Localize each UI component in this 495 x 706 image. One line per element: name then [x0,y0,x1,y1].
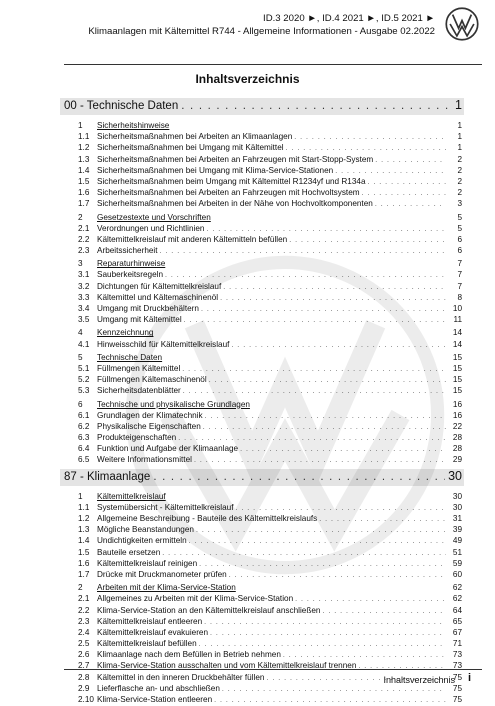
toc-entry[interactable] [64,525,462,536]
entry-page: 5 [457,212,462,222]
chapter-title: 00 - Technische Daten [64,100,179,112]
chapter-heading[interactable] [64,469,462,486]
entry-title: Kältemittel in den inneren Druckbehälter füllen [97,672,265,682]
toc-entry[interactable] [64,650,462,661]
dot-leader [362,190,446,197]
entry-title: Grundlagen der Klimatechnik [97,410,203,420]
entry-number: 6.2 [78,421,90,431]
toc-entry[interactable] [64,132,462,143]
entry-title: Physikalische Eigenschaften [97,421,201,431]
entry-number: 5 [78,352,83,362]
dot-leader [295,596,446,603]
footer-divider [64,669,482,670]
entry-title: Technische Daten [97,352,163,362]
toc-entry[interactable] [64,246,462,257]
entry-page: 6 [457,234,462,244]
entry-number: 5.2 [78,375,90,385]
toc-entry[interactable] [64,617,462,628]
entry-page: 75 [452,695,462,704]
toc-entry[interactable] [64,364,462,375]
toc-section-heading[interactable] [64,492,462,503]
entry-page: 11 [453,315,462,325]
toc-section-heading[interactable] [64,583,462,594]
entry-title: Kältemittelkreislauf evakuieren [97,627,209,637]
toc-entry[interactable] [64,684,462,695]
entry-page: 28 [452,444,462,454]
toc-entry[interactable] [64,315,462,326]
toc-entry[interactable] [64,548,462,559]
footer-label: Inhaltsverzeichnis [383,675,455,685]
entry-number: 4.1 [78,339,90,349]
entry-title: Bauteile ersetzen [97,547,161,557]
dot-leader [206,226,446,233]
toc-entry[interactable] [64,177,462,188]
entry-page: 62 [452,594,462,604]
toc-section-heading[interactable] [64,328,462,339]
entry-number: 2.9 [78,683,90,693]
entry-title: Gesetzestexte und Vorschriften [97,212,211,222]
entry-number: 6.3 [78,433,90,443]
entry-page: 1 [457,143,462,153]
toc-entry[interactable] [64,606,462,617]
entry-title: Klimaanlage nach dem Befüllen in Betrieb nehmen [97,650,281,660]
entry-page: 5 [457,223,462,233]
entry-page: 75 [452,672,462,682]
dot-leader [335,168,446,175]
chapter-heading[interactable] [64,98,462,115]
dot-leader [294,134,446,141]
dot-leader [205,413,446,420]
toc-entry[interactable] [64,143,462,154]
entry-title: Mögliche Beanstandungen [97,525,194,535]
header-text [88,13,435,38]
header-models: ID.3 2020 ►, ID.4 2021 ►, ID.5 2021 ► [263,13,435,24]
entry-title: Klima-Service-Station ausschalten und vom Kältemittelkreislauf trennen [97,661,357,671]
entry-page: 1 [457,121,462,130]
entry-number: 1.5 [78,547,90,557]
chapter-sections [64,121,462,467]
dot-leader [196,527,446,534]
entry-title: Kältemittelkreislauf befüllen [97,639,197,649]
dot-leader [286,145,446,152]
dot-leader [165,272,446,279]
entry-title: Weitere Informationsmittel [97,455,192,465]
dot-leader [240,446,446,453]
entry-page: 2 [457,154,462,164]
toc-entry[interactable] [64,559,462,570]
entry-page: 14 [452,339,462,349]
entry-title: Sicherheitsdatenblätter [97,386,181,396]
toc-entry[interactable] [64,514,462,525]
entry-page: 65 [452,616,462,626]
entry-title: Allgemeine Beschreibung - Bauteile des Kältemittelkreislaufs [97,514,318,523]
entry-title: Umgang mit Kältemittel [97,315,182,325]
toc-section-heading[interactable] [64,400,462,411]
header-divider [64,64,482,65]
entry-number: 6.1 [78,410,90,420]
entry-page: 49 [452,536,462,546]
dot-leader [181,100,452,112]
entry-page: 14 [452,328,462,338]
dot-leader [182,366,446,373]
dot-leader [203,424,446,431]
toc-entry[interactable] [64,340,462,351]
toc-entry[interactable] [64,166,462,177]
entry-page: 73 [452,661,462,671]
entry-number: 2.3 [78,246,90,256]
dot-leader [236,505,446,512]
entry-number: 1.3 [78,154,90,164]
dot-leader [162,550,446,557]
header-subtitle: Klimaanlagen mit Kältemittel R744 - Allgemeine Informationen - Ausgabe 02.2022 [88,25,435,37]
entry-number: 2.10 [78,695,94,704]
dot-leader [220,295,446,302]
entry-page: 15 [452,386,462,396]
entry-page: 75 [452,683,462,693]
entry-title: Klima-Service-Station an den Kältemittelkreislauf anschließen [97,605,321,615]
entry-number: 2 [78,583,83,593]
dot-leader [183,388,446,395]
toc-section-heading[interactable] [64,213,462,224]
entry-page: 6 [457,246,462,256]
entry-page: 39 [452,525,462,535]
chapter-sections [64,492,462,706]
toc-entry[interactable] [64,433,462,444]
dot-leader [322,608,446,615]
entry-page: 2 [457,165,462,175]
toc-entry[interactable] [64,188,462,199]
entry-title: Kältemittelkreislauf entleeren [97,616,203,626]
entry-page: 22 [452,421,462,431]
entry-title: Klima-Service-Station entleeren [97,695,213,704]
chapter-title: 87 - Klimaanlage [64,470,151,483]
entry-page: 60 [452,569,462,579]
dot-leader [283,652,446,659]
entry-page: 10 [452,304,462,313]
entry-page: 7 [457,281,462,291]
entry-number: 1.6 [78,188,90,198]
dot-leader [201,306,446,313]
page-title: Inhaltsverzeichnis [195,72,300,86]
entry-page: 59 [452,558,462,568]
entry-number: 6 [78,399,83,409]
entry-title: Kältemittelkreislauf mit anderen Kältemitteln befüllen [97,234,288,244]
entry-number: 3.1 [78,270,90,280]
toc-entry[interactable] [64,411,462,422]
dot-leader [231,342,446,349]
entry-title: Allgemeines zu Arbeiten mit der Klima-Service-Station [97,594,294,604]
entry-title: Sicherheitshinweise [97,121,170,130]
entry-title: Sicherheitsmaßnahmen bei Arbeiten in der Nähe von Hochvoltkomponenten [97,199,373,209]
toc-entry[interactable] [64,503,462,514]
entry-number: 2 [78,212,83,222]
entry-title: Sicherheitsmaßnahmen bei Arbeiten an Klimaanlagen [97,132,293,142]
toc-entry[interactable] [64,536,462,547]
entry-number: 2.8 [78,672,90,682]
toc-section-heading[interactable] [64,259,462,270]
entry-page: 30 [452,502,462,512]
footer-page-number: i [468,672,472,684]
toc-entry[interactable] [64,444,462,455]
entry-title: Kältemittel und Kältemaschinenöl [97,292,219,302]
dot-leader [184,317,446,324]
entry-number: 5.3 [78,386,90,396]
entry-title: Verordnungen und Richtlinien [97,223,205,233]
entry-number: 1.2 [78,143,90,153]
entry-page: 29 [452,455,462,465]
dot-leader [289,237,446,244]
toc-entry[interactable] [64,155,462,166]
entry-number: 1 [78,121,83,130]
entry-page: 8 [457,292,462,302]
entry-number: 5.1 [78,363,90,373]
entry-number: 3.2 [78,281,90,291]
entry-title: Kältemittelkreislauf [97,491,166,501]
entry-title: Systemübersicht - Kältemittelkreislauf [97,502,234,512]
entry-title: Dichtungen für Kältemittelkreislauf [97,281,222,291]
entry-title: Sicherheitsmaßnahmen beim Umgang mit Kältemittel R1234yf und R134a [97,176,366,186]
entry-number: 4 [78,328,83,338]
toc-entry[interactable] [64,455,462,466]
vw-logo-icon [445,7,479,41]
entry-page: 16 [452,399,462,409]
entry-page: 71 [452,639,462,649]
toc-section-heading[interactable] [64,121,462,132]
entry-number: 1.4 [78,165,90,175]
entry-number: 2.4 [78,627,90,637]
entry-number: 3.5 [78,315,90,325]
entry-number: 3.4 [78,304,90,313]
entry-title: Undichtigkeiten ermitteln [97,536,187,546]
entry-page: 2 [457,188,462,198]
entry-number: 2.2 [78,234,90,244]
entry-page: 1 [457,132,462,142]
entry-number: 2.3 [78,616,90,626]
chapter-page: 30 [448,468,462,483]
toc-entry[interactable] [64,422,462,433]
entry-title: Hinweisschild für Kältemittelkreislauf [97,339,230,349]
entry-title: Füllmengen Kältemaschinenöl [97,375,207,385]
dot-leader [368,179,446,186]
entry-title: Kennzeichnung [97,328,154,338]
toc-entry[interactable] [64,386,462,397]
entry-number: 2.1 [78,223,90,233]
toc-entry[interactable] [64,594,462,605]
entry-page: 16 [452,410,462,420]
toc-entry[interactable] [64,639,462,650]
toc-entry[interactable] [64,304,462,315]
dot-leader [189,538,446,545]
entry-title: Füllmengen Kältemittel [97,363,181,373]
dot-leader [375,201,446,208]
entry-title: Reparaturhinweise [97,259,166,269]
entry-page: 15 [452,375,462,385]
entry-number: 2.2 [78,605,90,615]
entry-page: 67 [452,627,462,637]
dot-leader [210,630,446,637]
toc-entry[interactable] [64,695,462,706]
entry-number: 6.5 [78,455,90,465]
entry-number: 1.4 [78,536,90,546]
entry-title: Sicherheitsmaßnahmen bei Umgang mit Kältemittel [97,143,284,153]
entry-title: Produkteigenschaften [97,433,177,443]
entry-number: 2.6 [78,650,90,660]
entry-number: 1.5 [78,176,90,186]
dot-leader [204,619,446,626]
entry-number: 1.6 [78,558,90,568]
entry-page: 7 [457,259,462,269]
entry-title: Sicherheitsmaßnahmen bei Arbeiten an Fahrzeugen mit Hochvoltsystem [97,188,360,198]
table-of-contents [64,96,462,706]
entry-title: Funktion und Aufgabe der Klimaanlage [97,444,239,454]
dot-leader [194,457,446,464]
entry-title: Lieferflasche an- und abschließen [97,683,220,693]
dot-leader [319,516,446,523]
entry-page: 28 [452,433,462,443]
entry-title: Arbeiten mit der Klima-Service-Station [97,583,236,593]
dot-leader [199,641,446,648]
dot-leader [178,435,446,442]
dot-leader [199,561,446,568]
toc-entry[interactable] [64,270,462,281]
toc-entry[interactable] [64,224,462,235]
entry-page: 73 [452,650,462,660]
dot-leader [223,284,446,291]
toc-entry[interactable] [64,661,462,672]
entry-page: 7 [457,270,462,280]
entry-number: 1 [78,491,83,501]
entry-number: 2.5 [78,639,90,649]
entry-page: 51 [452,547,462,557]
chapter-page: 1 [455,98,462,112]
toc-entry[interactable] [64,293,462,304]
toc-entry[interactable] [64,235,462,246]
toc-entry[interactable] [64,282,462,293]
entry-number: 3.3 [78,292,90,302]
entry-title: Sicherheitsmaßnahmen bei Arbeiten an Fahrzeugen mit Start-Stopp-System [97,154,374,164]
entry-page: 64 [452,605,462,615]
toc-entry[interactable] [64,375,462,386]
dot-leader [160,248,446,255]
entry-page: 31 [452,514,462,523]
entry-number: 2.7 [78,661,90,671]
page-header [0,0,495,70]
entry-page: 30 [452,491,462,501]
entry-title: Sicherheitsmaßnahmen bei Umgang mit Klima-Service-Stationen [97,165,334,175]
dot-leader [222,686,446,693]
entry-page: 15 [452,352,462,362]
entry-title: Kältemittelkreislauf reinigen [97,558,198,568]
entry-number: 1.3 [78,525,90,535]
entry-title: Sauberkeitsregeln [97,270,163,280]
entry-number: 6.4 [78,444,90,454]
toc-entry[interactable] [64,628,462,639]
entry-number: 1.7 [78,199,90,209]
entry-title: Umgang mit Druckbehältern [97,304,199,313]
entry-number: 1.2 [78,514,90,523]
toc-entry[interactable] [64,570,462,581]
dot-leader [209,377,446,384]
entry-number: 1.1 [78,502,90,512]
dot-leader [375,157,446,164]
entry-title: Technische und physikalische Grundlagen [97,399,250,409]
entry-title: Drücke mit Druckmanometer prüfen [97,569,227,579]
entry-title: Arbeitssicherheit [97,246,158,256]
dot-leader [153,471,445,483]
toc-entry[interactable] [64,199,462,210]
entry-number: 1.7 [78,569,90,579]
entry-page: 3 [457,199,462,209]
entry-page: 2 [457,176,462,186]
entry-page: 15 [452,363,462,373]
entry-page: 62 [452,583,462,593]
toc-section-heading[interactable] [64,353,462,364]
dot-leader [229,572,446,579]
entry-number: 2.1 [78,594,90,604]
entry-number: 3 [78,259,83,269]
entry-number: 1.1 [78,132,90,142]
dot-leader [214,697,446,704]
